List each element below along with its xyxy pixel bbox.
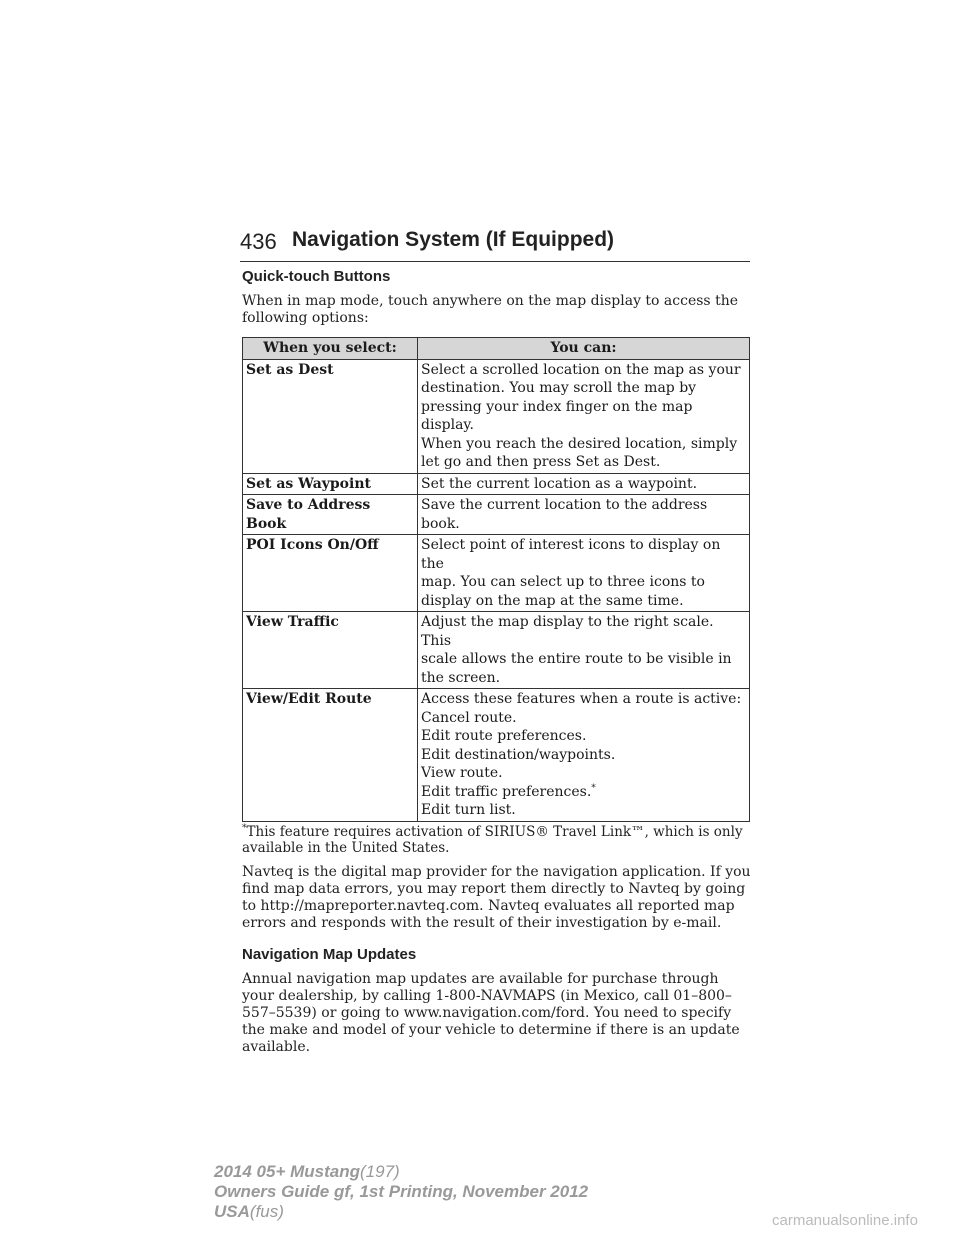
quick-touch-heading: Quick-touch Buttons xyxy=(242,268,391,285)
description-line-text: Select point of interest icons to display on the xyxy=(421,537,721,572)
option-name: View Traffic xyxy=(243,612,418,689)
description-line-text: Save the current location to the address book. xyxy=(421,497,708,532)
description-line-text: When you reach the desired location, simply xyxy=(421,435,738,452)
footnote-text: This feature requires activation of SIRIUS® Travel Link™, which is only available in the United States. xyxy=(242,823,743,856)
description-line xyxy=(421,783,746,802)
option-description xyxy=(418,689,750,822)
description-line xyxy=(421,398,746,435)
description-line-text: pressing your index finger on the map display. xyxy=(421,398,693,433)
option-name: POI Icons On/Off xyxy=(243,535,418,612)
description-line-text: Access these features when a route is active: xyxy=(421,691,742,707)
print-imprint xyxy=(214,1162,588,1222)
map-updates-paragraph: Annual navigation map updates are available for purchase through your dealership, by calling 1-800-NAVMAPS (in Mexico, call 01–800–557–5539) or going to www.navigation.com/ford. You need to specify the make and model of your vehicle to determine if there is an update available. xyxy=(242,970,740,1055)
description-line xyxy=(421,453,746,472)
table-row xyxy=(243,535,750,612)
imprint-line-2 xyxy=(214,1182,588,1202)
navteq-paragraph: Navteq is the digital map provider for the navigation application. If you find map data errors, you may report them directly to Navteq by going to http://mapreporter.navteq.com. Navteq evaluates all reported map errors and responds with the result of their investigation by e-mail. xyxy=(242,863,751,931)
description-line-text: let go and then press Set as Dest. xyxy=(421,454,661,470)
column-header-select: When you select: xyxy=(243,338,418,360)
description-line-text: View route. xyxy=(421,765,503,781)
table-row xyxy=(243,359,750,473)
imprint-model-code: (197) xyxy=(360,1162,400,1181)
description-line-text: map. You can select up to three icons to xyxy=(421,574,705,590)
description-line-text: destination. You may scroll the map by xyxy=(421,380,697,396)
description-line xyxy=(421,496,746,533)
option-description xyxy=(418,473,750,495)
option-name: Set as Waypoint xyxy=(243,473,418,495)
imprint-line-3 xyxy=(214,1202,588,1222)
description-line xyxy=(421,536,746,573)
description-line-text: the screen. xyxy=(421,669,501,686)
map-updates-heading: Navigation Map Updates xyxy=(242,945,417,963)
description-line xyxy=(421,361,746,380)
description-line-text: Edit route preferences. xyxy=(421,728,587,744)
imprint-line-1 xyxy=(214,1162,588,1182)
description-line-text: Edit destination/waypoints. xyxy=(421,746,616,763)
table-row xyxy=(243,689,750,822)
table-row xyxy=(243,495,750,535)
column-header-action: You can: xyxy=(418,338,750,360)
description-line xyxy=(421,379,746,398)
description-line xyxy=(421,592,746,611)
imprint-market: USA xyxy=(214,1202,250,1221)
table-row xyxy=(243,473,750,495)
option-name: Save to Address Book xyxy=(243,495,418,535)
description-line-text: scale allows the entire route to be visible in xyxy=(421,651,732,667)
option-description xyxy=(418,359,750,473)
description-line xyxy=(421,690,746,709)
table-row xyxy=(243,612,750,689)
page-number: 436 xyxy=(240,229,277,254)
description-line-text: Edit turn list. xyxy=(421,802,516,818)
option-description xyxy=(418,495,750,535)
options-table xyxy=(242,337,750,822)
description-line xyxy=(421,475,746,494)
description-line xyxy=(421,435,746,454)
description-line xyxy=(421,650,746,669)
description-line xyxy=(421,764,746,783)
watermark: carmanualsonline.info xyxy=(772,1212,918,1229)
footnote xyxy=(242,824,752,856)
imprint-printing: Owners Guide gf, 1st Printing, November 2012 xyxy=(214,1182,589,1201)
description-line-text: Select a scrolled location on the map as your xyxy=(421,361,741,378)
table-header-row xyxy=(243,338,750,360)
option-name: View/Edit Route xyxy=(243,689,418,822)
table-body xyxy=(243,359,750,821)
description-line xyxy=(421,746,746,765)
description-line-text: Edit traffic preferences. xyxy=(421,783,592,800)
description-line xyxy=(421,613,746,650)
option-description xyxy=(418,535,750,612)
description-line-text: Adjust the map display to the right scale. This xyxy=(421,614,714,649)
quick-touch-intro: When in map mode, touch anywhere on the map display to access the following options: xyxy=(242,293,738,326)
description-line xyxy=(421,709,746,728)
description-line xyxy=(421,727,746,746)
footnote-marker: * xyxy=(242,823,247,833)
chapter-title: Navigation System (If Equipped) xyxy=(292,228,615,251)
description-line-text: Set the current location as a waypoint. xyxy=(421,475,698,492)
imprint-model: 2014 05+ Mustang xyxy=(214,1162,360,1181)
option-name: Set as Dest xyxy=(243,359,418,473)
description-line xyxy=(421,801,746,820)
description-line-text: Cancel route. xyxy=(421,709,517,726)
footnote-marker: * xyxy=(591,782,596,793)
description-line xyxy=(421,669,746,688)
description-line xyxy=(421,573,746,592)
page-content xyxy=(242,268,752,1062)
imprint-market-code: (fus) xyxy=(249,1202,284,1221)
description-line-text: display on the map at the same time. xyxy=(421,592,684,609)
page-header xyxy=(240,227,750,262)
option-description xyxy=(418,612,750,689)
